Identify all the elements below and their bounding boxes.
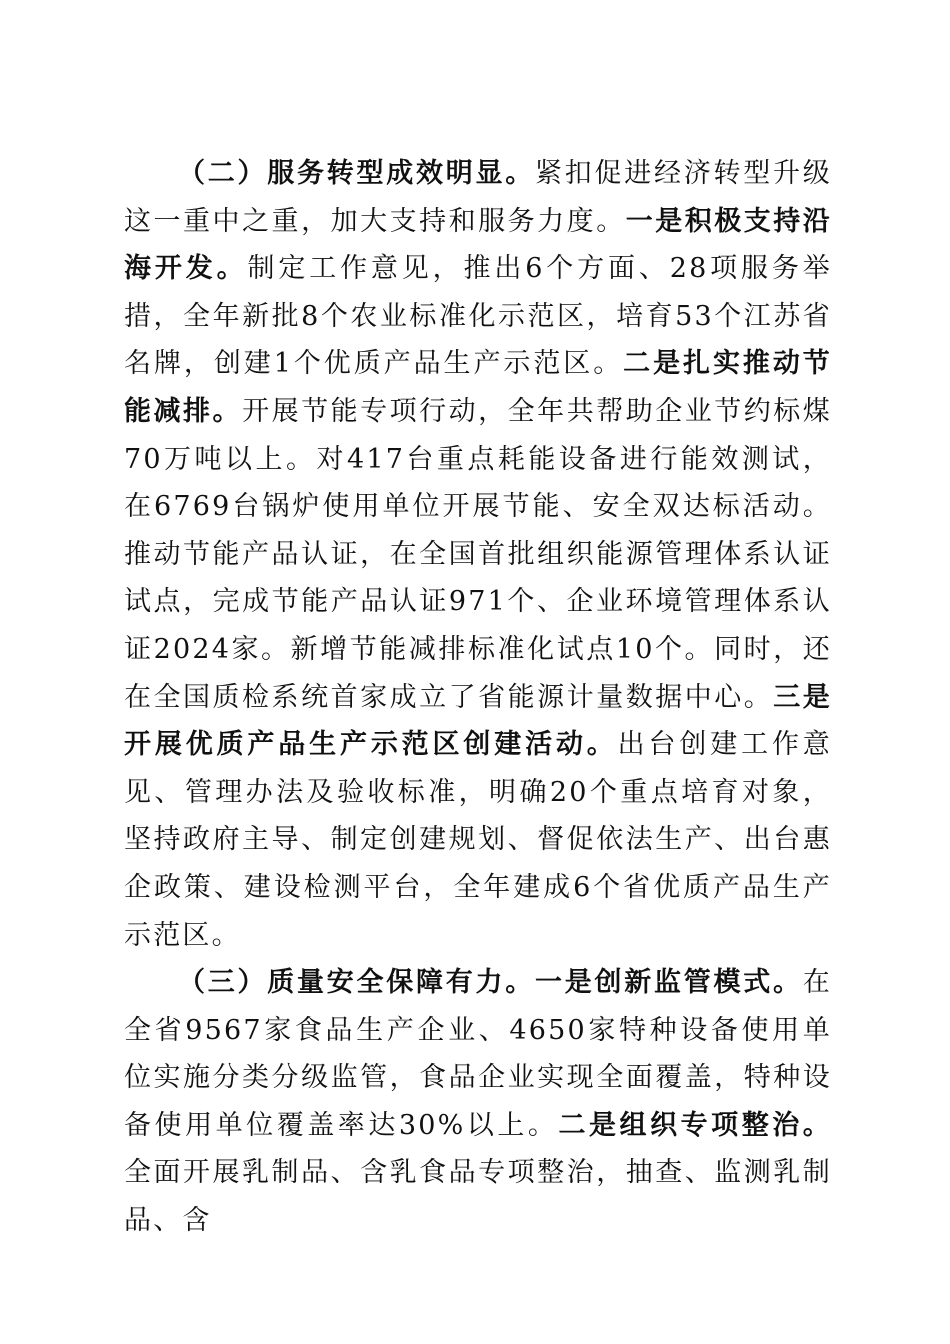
- subheading-supervision-model: 一是创新监管模式。: [535, 967, 803, 999]
- body-text: 在全省9567家食品生产企业、4650家特种设备使用单位实施分类分级监管，食品企业实现全面覆盖，特种设备使用单位覆盖率达30%以上。: [124, 967, 832, 1141]
- heading-quality-safety: （三）质量安全保障有力。: [178, 967, 536, 999]
- body-text: 全面开展乳制品、含乳食品专项整治，抽查、监测乳制品、含: [124, 1157, 832, 1237]
- subheading-demonstration-zone: 三是开展优质产品生产示范区创建活动。: [124, 681, 832, 761]
- heading-service-transformation: （二）服务转型成效明显。: [178, 158, 536, 189]
- subheading-energy-saving: 二是扎实推动节能减排。: [124, 348, 832, 427]
- document-body: [124, 150, 832, 1245]
- subheading-special-rectification: 二是组织专项整治。: [558, 1109, 832, 1141]
- paragraph-quality-safety: [124, 959, 832, 1245]
- subheading-coastal-development: 一是积极支持沿海开发。: [124, 205, 832, 285]
- body-text: 紧扣促进经济转型升级这一重中之重，加大支持和服务力度。: [124, 158, 832, 237]
- body-text: 出台创建工作意见、管理办法及验收标准，明确20个重点培育对象，坚持政府主导、制定创建规划、督促依法生产、出台惠企政策、建设检测平台，全年建成6个省优质产品生产示范区。: [124, 729, 832, 951]
- body-text: 开展节能专项行动，全年共帮助企业节约标煤70万吨以上。对417台重点耗能设备进行能效测试，在6769台锅炉使用单位开展节能、安全双达标活动。推动节能产品认证，在全国首批组织能源管理体系认证试点，完成节能产品认证971个、企业环境管理体系认证2024家。新增节能减排标准化试点10个。同时，还在全国质检系统首家成立了省能源计量数据中心。: [124, 395, 832, 713]
- body-text: 制定工作意见，推出6个方面、28项服务举措，全年新批8个农业标准化示范区，培育53个江苏省名牌，创建1个优质产品生产示范区。: [124, 253, 832, 380]
- paragraph-service-transformation: [124, 150, 832, 959]
